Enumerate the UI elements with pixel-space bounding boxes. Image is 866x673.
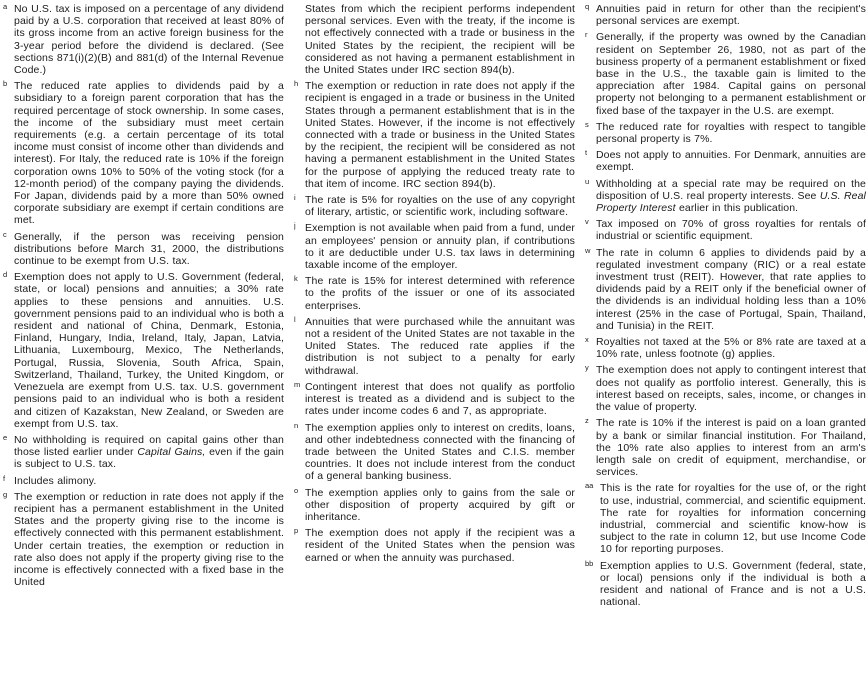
footnote-e xyxy=(3,434,284,471)
footnote-column-3 xyxy=(585,3,866,673)
footnote-n xyxy=(294,422,575,483)
footnote-l xyxy=(294,316,575,377)
footnote-marker-r: r xyxy=(585,30,588,40)
footnote-marker-p: p xyxy=(294,526,299,536)
footnote-marker-a: a xyxy=(3,3,8,11)
footnote-aa xyxy=(585,482,866,555)
footnote-m xyxy=(294,381,575,418)
footnote-text: No U.S. tax is imposed on a percentage of any dividend paid by a U.S. corporation that received at least 80% of its gross income from an active foreign business for the 3-year period before the dividend is declared. (See sections 871(i)(2)(B) and 881(d) of the Internal Revenue Code.) xyxy=(14,3,284,77)
footnote-text: Generally, if the property was owned by the Canadian resident on September 26, 1980, not as part of the business property of a permanent establishment or fixed base in the U.S., the taxable gain is limited to the appreciation after 1984. Capital gains on personal property not belonging to a permanent establishment or fixed base of the taxpayer in the U.S. are exempt. xyxy=(596,31,866,117)
footnote-b xyxy=(3,80,284,226)
footnote-s xyxy=(585,121,866,145)
footnote-f xyxy=(3,475,284,487)
footnote-text: Exemption applies to U.S. Government (federal, state, or local) pensions only if the individual is both a resident and national of France and is not a U.S. national. xyxy=(600,559,866,609)
footnote-v xyxy=(585,218,866,242)
footnote-text: The exemption applies only to gains from the sale or other disposition of property acquired by gift or inheritance. xyxy=(305,486,575,523)
footnote-marker-v: v xyxy=(585,217,589,227)
footnote-y xyxy=(585,364,866,413)
footnote-text-italic: Capital Gains, xyxy=(137,446,206,459)
footnote-text: Includes alimony. xyxy=(14,474,97,487)
footnote-marker-t: t xyxy=(585,148,588,158)
footnote-text-italic: U.S. Real Property Interest xyxy=(596,189,866,215)
footnote-text: Exemption is not available when paid from a fund, under an employees' pension or annuity plan, if contributions to it are deductible under U.S. tax laws in determining taxable income of the employer. xyxy=(305,222,575,272)
footnote-marker-h: h xyxy=(294,79,299,89)
footnote-marker-g: g xyxy=(3,489,8,499)
footnote-i xyxy=(294,194,575,218)
footnote-q xyxy=(585,3,866,27)
footnote-a xyxy=(3,3,284,76)
footnote-marker-b: b xyxy=(3,79,8,89)
footnote-marker-c: c xyxy=(3,229,7,239)
footnote-marker-aa: aa xyxy=(585,481,594,491)
footnote-k xyxy=(294,275,575,312)
footnote-x xyxy=(585,336,866,360)
footnote-continuation xyxy=(294,3,575,76)
footnote-column-2 xyxy=(294,3,575,673)
footnote-marker-f: f xyxy=(3,473,6,483)
footnote-text: The rate is 15% for interest determined with reference to the profits of the issuer or one of its associated enterprises. xyxy=(305,275,575,312)
footnote-text: Royalties not taxed at the 5% or 8% rate are taxed at a 10% rate, unless footnote (g) applies. xyxy=(596,336,866,361)
footnote-marker-l: l xyxy=(294,314,296,324)
footnote-text: The reduced rate for royalties with respect to tangible personal property is 7%. xyxy=(596,120,866,146)
footnote-marker-e: e xyxy=(3,432,8,442)
footnote-text: Withholding at a special rate may be required on the disposition of U.S. real property interests. See xyxy=(596,177,866,202)
footnote-text: This is the rate for royalties for the use of, or the right to use, industrial, commercial, and scientific equipment. The rate for royalties for information concerning industrial, commercial and scientific know-how is subject to the rate in column 12, but use Income Code 10 for reporting purposes. xyxy=(600,482,866,556)
footnote-column-1 xyxy=(3,3,284,673)
footnote-text: The rate is 10% if the interest is paid on a loan granted by a bank or similar financial institution. For Thailand, the 10% rate also applies to interest from an arm's length sale on credit of equipment, merchandise, or services. xyxy=(596,417,866,479)
footnote-text: even if the gain is subject to U.S. tax. xyxy=(14,446,284,471)
footnote-text: Generally, if the person was receiving pension distributions before March 31, 2000, the distributions continue to be exempt from U.S. tax. xyxy=(14,230,284,268)
footnote-marker-y: y xyxy=(585,363,589,373)
footnote-text: The exemption does not apply to contingent interest that does not qualify as portfolio interest. Generally, this is interest based on receipts, sales, income, or changes in the value of property. xyxy=(596,364,866,414)
footnote-t xyxy=(585,149,866,173)
footnote-marker-j: j xyxy=(294,221,296,231)
footnote-text: The reduced rate applies to dividends paid by a subsidiary to a foreign parent corporation that has the required percentage of stock ownership. In some cases, the income of the subsidiary must meet certain requirements (e.g. a certain percentage of its total income must consist of income other than dividends and interest). For Italy, the reduced rate is 10% if the foreign corporation owns 10% to 50% of the voting stock (for a 12-month period) of the company paying the dividends. For Japan, dividends paid by a more than 50% owned corporate subsidiary are exempt if certain conditions are met. xyxy=(14,80,284,227)
footnote-marker-k: k xyxy=(294,274,298,284)
footnote-marker-d: d xyxy=(3,270,8,280)
footnote-j xyxy=(294,222,575,271)
footnote-p xyxy=(294,527,575,564)
footnote-marker-m: m xyxy=(294,379,301,389)
footnote-text: earlier in this publication. xyxy=(675,202,799,215)
footnote-text: The rate in column 6 applies to dividends paid by a regulated investment company (RIC) or a real estate investment trust (REIT). However, that rate applies to dividends paid by a REIT only if the beneficial owner of the dividends is an individual holding less than a 10% interest (25% in the case of Portugal, Spain, Thailand, and Tunisia) in the REIT. xyxy=(596,246,866,332)
footnote-marker-o: o xyxy=(294,485,299,495)
footnote-text: Contingent interest that does not qualify as portfolio interest is treated as a dividend and is subject to the rates under income codes 6 and 7, as appropriate. xyxy=(305,380,575,418)
footnote-marker-w: w xyxy=(585,245,591,255)
footnote-text: The exemption applies only to interest on credits, loans, and other indebtedness connected with the financing of trade between the United States and C.I.S. member countries. It does not include interest from the conduct of a general banking business. xyxy=(305,421,575,483)
footnote-o xyxy=(294,487,575,524)
footnote-marker-i: i xyxy=(294,193,296,203)
footnote-marker-u: u xyxy=(585,176,590,186)
footnote-g xyxy=(3,491,284,589)
footnote-r xyxy=(585,31,866,116)
footnote-marker-n: n xyxy=(294,420,299,430)
footnote-c xyxy=(3,231,284,268)
footnote-marker-z: z xyxy=(585,416,589,426)
footnote-w xyxy=(585,247,866,332)
footnote-z xyxy=(585,417,866,478)
footnote-text: Exemption does not apply to U.S. Government (federal, state, or local) pensions and annuities; a 30% rate applies to these pensions and annuities. U.S. government pensions paid to an individual who is both a resident and national of China, Denmark, Estonia, Finland, Hungary, India, Ireland, Italy, Japan, Latvia, Lithuania, Luxembourg, Mexico, The Netherlands, Portugal, Russia, Slovenia, South Africa, Spain, Switzerland, Thailand, Turkey, the United Kingdom, or Venezuela are exempt from U.S. tax. U.S. government pensions paid to an individual who is both a resident and citizen of Kazakstan, New Zealand, or Sweden are exempt from U.S. tax. xyxy=(14,271,284,430)
footnote-text: The exemption or reduction in rate does not apply if the recipient is engaged in a trade or business in the United States through a permanent establishment that is in the United States. However, if the income is not effectively connected with a trade or business in the United States by the recipient, the recipient will be considered as not having a permanent establishment in the United States for the purpose of applying the reduced treaty rate to that item of income. IRC section 894(b). xyxy=(305,80,575,190)
footnote-bb xyxy=(585,560,866,609)
footnote-text: States from which the recipient performs independent personal services. Even with the treaty, if the income is not effectively connected with a trade or business in the United States by the recipient, the recipient will be considered as not having a permanent establishment in the United States under IRC section 894(b). xyxy=(305,3,575,77)
footnote-marker-s: s xyxy=(585,119,589,129)
footnote-text: Annuities paid in return for other than the recipient's personal services are exempt. xyxy=(596,3,866,28)
footnote-marker-bb: bb xyxy=(585,558,594,568)
footnote-text: Tax imposed on 70% of gross royalties for rentals of industrial or scientific equipment. xyxy=(596,218,866,243)
footnote-u xyxy=(585,178,866,215)
footnote-text: Annuities that were purchased while the annuitant was not a resident of the United States are not taxable in the United States. The reduced rate applies if the distribution is not subject to a penalty for early withdrawal. xyxy=(305,315,575,377)
footnote-h xyxy=(294,80,575,190)
footnote-d xyxy=(3,271,284,430)
footnote-text: No withholding is required on capital gains other than those listed earlier under xyxy=(14,433,284,459)
footnote-marker-q: q xyxy=(585,3,590,11)
footnote-text: The exemption does not apply if the recipient was a resident of the United States when the pension was earned or when the annuity was purchased. xyxy=(305,527,575,564)
footnote-text: The rate is 5% for royalties on the use of any copyright of literary, artistic, or scientific work, including software. xyxy=(305,194,575,219)
footnote-marker-x: x xyxy=(585,335,589,345)
footnote-text: Does not apply to annuities. For Denmark, annuities are exempt. xyxy=(596,149,866,174)
footnote-text: The exemption or reduction in rate does not apply if the recipient has a permanent establishment in the United States and the property giving rise to the income is effectively connected with this permanent establishment. Under certain treaties, the exemption or reduction in rate also does not apply if the property giving rise to the income is effectively connected with a fixed base in the United xyxy=(14,490,284,589)
